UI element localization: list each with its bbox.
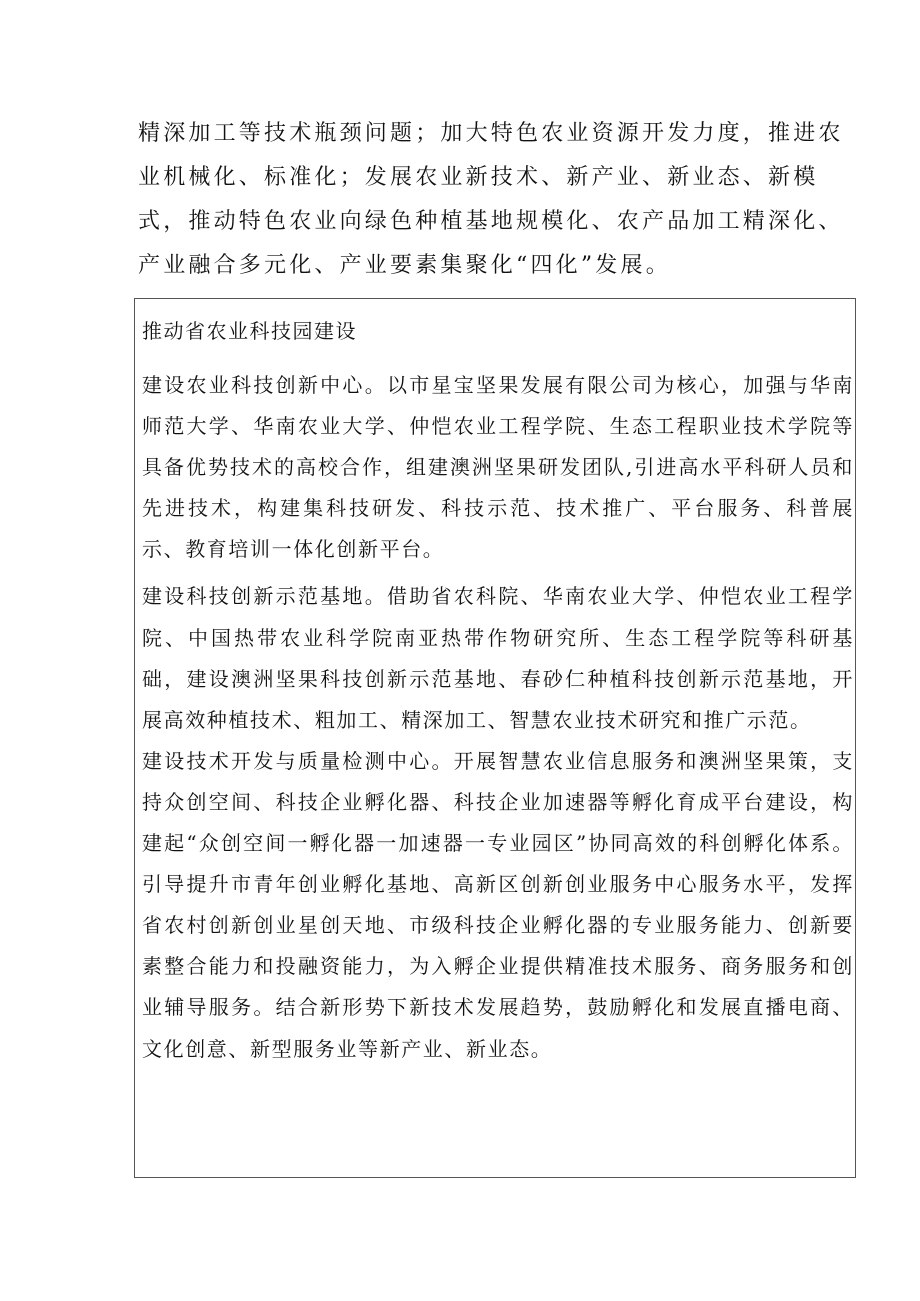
intro-paragraph-block: [138, 112, 860, 288]
section-box: [134, 298, 856, 1178]
section-body: [142, 365, 854, 1070]
body-paragraph-testing-center: 建设技术开发与质量检测中心。开展智慧农业信息服务和澳洲坚果策，支持众创空间、科技企业孵化器、科技企业加速器等孵化育成平台建设，构建起“众创空间一孵化器一加速器一专业园区”协同高效的科创孵化体系。引导提升市青年创业孵化基地、高新区创新创业服务中心服务水平，发挥省农村创新创业星创天地、市级科技企业孵化器的专业服务能力、创新要素整合能力和投融资能力，为入孵企业提供精准技术服务、商务服务和创业辅导服务。结合新形势下新技术发展趋势，鼓励孵化和发展直播电商、文化创意、新型服务业等新产业、新业态。: [142, 748, 854, 1061]
section-title: 推动省农业科技园建设: [142, 319, 357, 343]
body-paragraph-demonstration-base: 建设科技创新示范基地。借助省农科院、华南农业大学、仲恺农业工程学院、中国热带农业科学院南亚热带作物研究所、生态工程学院等科研基础，建设澳洲坚果科技创新示范基地、春砂仁种植科技创新示范基地，开展高效种植技术、粗加工、精深加工、智慧农业技术研究和推广示范。: [142, 584, 854, 732]
body-paragraph-innovation-center: 建设农业科技创新中心。以市星宝坚果发展有限公司为核心，加强与华南师范大学、华南农业大学、仲恺农业工程学院、生态工程职业技术学院等具备优势技术的高校合作，组建澳洲坚果研发团队,引进高水平科研人员和先进技术，构建集科技研发、科技示范、技术推广、平台服务、科普展示、教育培训一体化创新平台。: [142, 373, 854, 562]
intro-paragraph: 精深加工等技术瓶颈问题；加大特色农业资源开发力度，推进农业机械化、标准化；发展农业新技术、新产业、新业态、新模式，推动特色农业向绿色种植基地规模化、农产品加工精深化、产业融合多元化、产业要素集聚化“四化”发展。: [138, 121, 844, 278]
